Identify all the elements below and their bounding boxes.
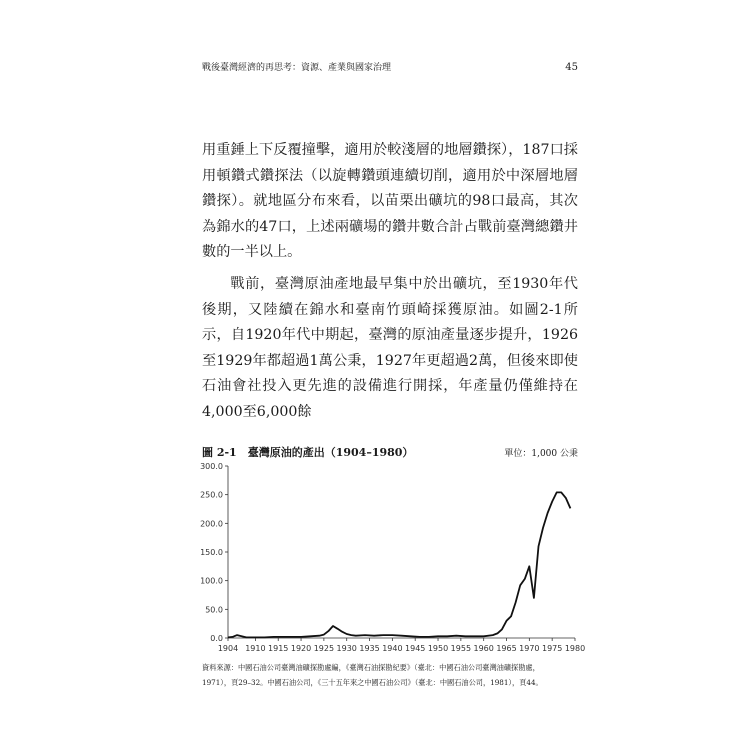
x-tick-label: 1904 <box>217 644 239 653</box>
oil-production-chart <box>180 460 586 656</box>
y-tick-label: 0.0 <box>210 634 223 643</box>
x-tick-label: 1975 <box>541 644 563 653</box>
x-tick-label: 1955 <box>450 644 472 653</box>
running-header <box>202 60 578 76</box>
y-tick-label: 250.0 <box>200 490 223 500</box>
x-tick-label: 1945 <box>405 644 426 653</box>
x-tick-label: 1925 <box>313 644 335 653</box>
x-tick-label: 1915 <box>268 644 289 653</box>
x-tick-label: 1980 <box>564 644 586 653</box>
body-text <box>202 138 578 426</box>
x-axis-ticks <box>218 638 585 653</box>
paragraph-2: 戰前，臺灣原油產地最早集中於出礦坑，至1930年代後期，又陸續在錦水和臺南竹頭崎採獲原油。如圖2-1所示，自1920年代中期起，臺灣的原油產量逐步提升，1926至1929年都超過1萬公秉，1927年更超過2萬，但後來即使石油會社投入更先進的設備進行開採，年產量仍僅維持在4,000至6,000餘 <box>202 275 578 420</box>
x-tick-label: 1965 <box>496 644 517 653</box>
x-tick-label: 1930 <box>336 644 357 653</box>
source-line-1: 資料來源：中國石油公司臺灣油礦探勘處編，《臺灣石油探勘紀要》（臺北：中國石油公司臺灣油礦探勘處， <box>202 663 540 672</box>
y-tick-label: 100.0 <box>200 576 223 586</box>
figure-title: 圖 2-1 臺灣原油的產出（1904–1980） <box>202 446 414 459</box>
chart-axes <box>228 466 575 638</box>
chart-series <box>228 492 570 637</box>
x-tick-label: 1970 <box>519 644 540 653</box>
figure-header <box>202 444 578 458</box>
x-tick-label: 1920 <box>290 644 312 653</box>
y-tick-label: 50.0 <box>205 605 223 615</box>
x-tick-label: 1960 <box>473 644 494 653</box>
source-line-2: 1971），頁29–32。中國石油公司，《三十五年來之中國石油公司》（臺北：中國石油公司，1981），頁44。 <box>202 678 543 687</box>
y-axis-ticks <box>200 462 228 643</box>
figure-source <box>202 660 578 690</box>
running-title: 戰後臺灣經濟的再思考：資源、產業與國家治理 <box>202 63 392 73</box>
x-tick-label: 1910 <box>245 644 266 653</box>
series-line <box>228 492 570 637</box>
x-tick-label: 1935 <box>359 644 380 653</box>
paragraph-1: 用重錘上下反覆撞擊，適用於較淺層的地層鑽探），187口採用頓鑽式鑽探法（以旋轉鑽頭連續切削，適用於中深層地層鑽探）。就地區分布來看，以苗栗出礦坑的98口最高，其次為錦水的47口，上述兩礦場的鑽井數合計占戰前臺灣總鑽井數的一半以上。 <box>202 142 578 261</box>
y-tick-label: 150.0 <box>200 548 223 557</box>
figure-unit: 單位：1,000 公秉 <box>504 449 578 459</box>
y-tick-label: 300.0 <box>200 462 223 471</box>
page-number: 45 <box>565 62 578 73</box>
x-tick-label: 1940 <box>382 644 403 653</box>
y-tick-label: 200.0 <box>200 519 223 529</box>
x-tick-label: 1950 <box>427 644 449 653</box>
